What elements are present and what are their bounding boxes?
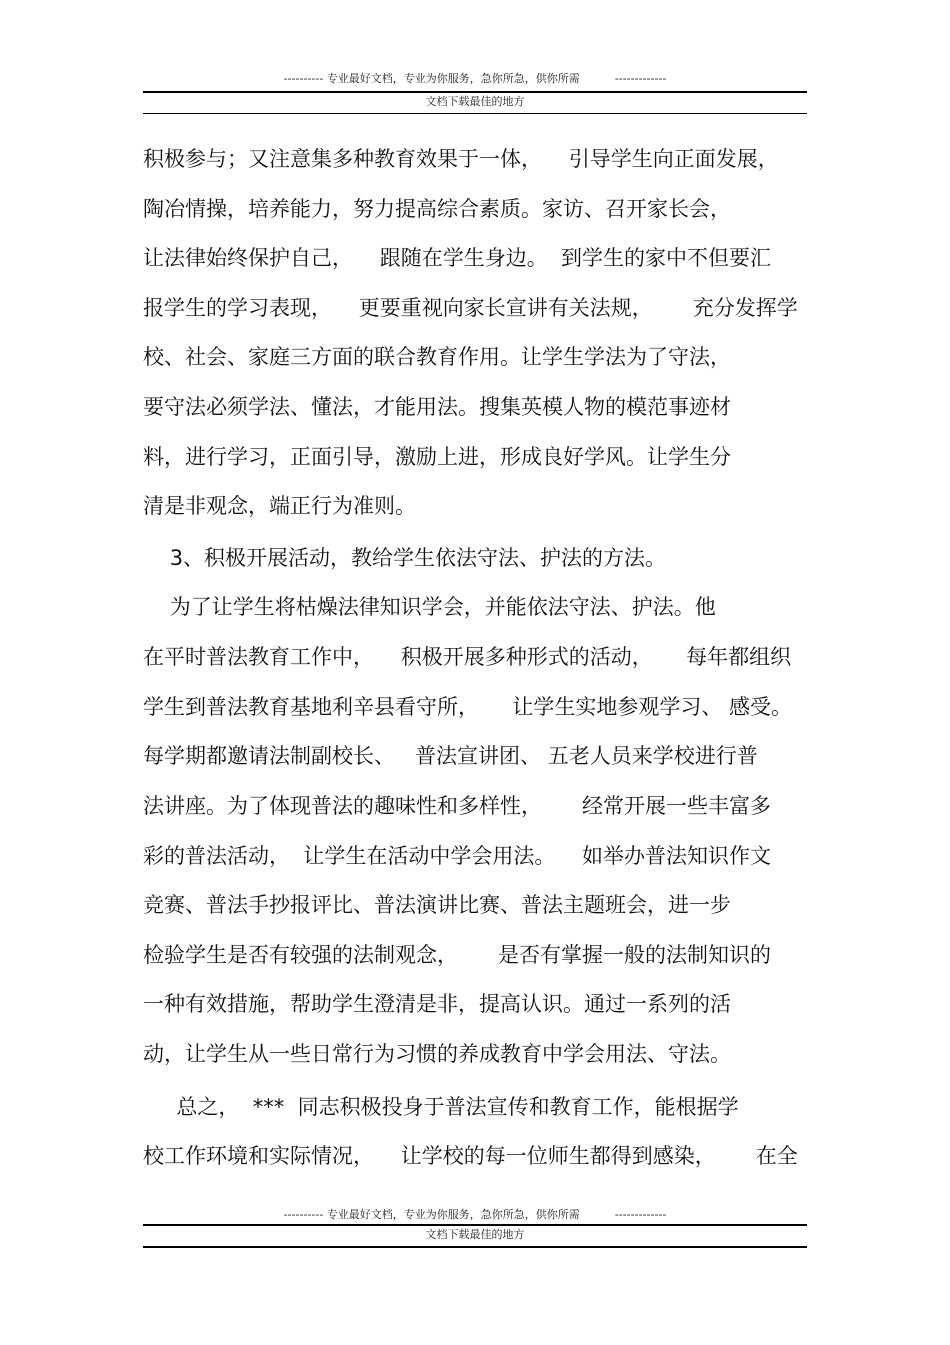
header-rule-top xyxy=(143,91,807,93)
text-line: 校、社会、家庭三方面的联合教育作用。让学生学法为了守法， xyxy=(143,345,731,369)
text-line: 报学生的学习表现， 更要重视向家长宣讲有关法规， 充分发挥学 xyxy=(143,296,798,320)
header-subtitle: 文档下载最佳的地方 xyxy=(425,95,525,108)
text-line: 每学期都邀请法制副校长、 普法宣讲团、 五老人员来学校进行普 xyxy=(143,744,758,768)
text-line: 陶冶情操，培养能力，努力提高综合素质。家访、召开家长会， xyxy=(143,197,731,221)
section-heading: 3、积极开展活动，教给学生依法守法、护法的方法。 xyxy=(143,546,667,570)
footer-banner: ---------- 专业最好文档，专业为你服务，急你所急，供你所需 ------------- xyxy=(283,1208,667,1221)
footer-subtitle: 文档下载最佳的地方 xyxy=(425,1228,525,1241)
text-line: 让法律始终保护自己， 跟随在学生身边。 到学生的家中不但要汇 xyxy=(143,246,772,270)
text-line: 为了让学生将枯燥法律知识学会，并能依法守法、护法。他 xyxy=(143,595,716,619)
text-line: 清是非观念，端正行为准则。 xyxy=(143,494,416,518)
text-line: 法讲座。为了体现普法的趣味性和多样性， 经常开展一些丰富多 xyxy=(143,794,772,818)
footer-rule-bottom xyxy=(143,1246,807,1248)
text-line: 竞赛、普法手抄报评比、普法演讲比赛、普法主题班会，进一步 xyxy=(143,893,731,917)
text-line: 学生到普法教育基地利辛县看守所， 让学生实地参观学习、 感受。 xyxy=(143,695,793,719)
text-line: 在平时普法教育工作中， 积极开展多种形式的活动， 每年都组织 xyxy=(143,645,792,669)
text-line: 彩的普法活动， 让学生在活动中学会用法。 如举办普法知识作文 xyxy=(143,844,772,868)
footer-rule-top xyxy=(143,1224,807,1226)
text-line: 总之， *** 同志积极投身于普法宣传和教育工作，能根据学 xyxy=(143,1095,739,1119)
text-line: 要守法必须学法、懂法，才能用法。搜集英模人物的模范事迹材 xyxy=(143,395,731,419)
text-line: 动，让学生从一些日常行为习惯的养成教育中学会用法、守法。 xyxy=(143,1042,731,1066)
text-line: 料，进行学习，正面引导，激励上进，形成良好学风。让学生分 xyxy=(143,445,731,469)
text-line: 检验学生是否有较强的法制观念， 是否有掌握一般的法制知识的 xyxy=(143,943,772,967)
text-line: 校工作环境和实际情况， 让学校的每一位师生都得到感染， 在全 xyxy=(143,1144,798,1168)
header-banner: ---------- 专业最好文档，专业为你服务，急你所急，供你所需 ------------- xyxy=(283,72,667,85)
text-line: 积极参与；又注意集多种教育效果于一体， 引导学生向正面发展， xyxy=(143,147,779,171)
text-line: 一种有效措施，帮助学生澄清是非，提高认识。通过一系列的活 xyxy=(143,992,731,1016)
header-rule-bottom xyxy=(143,113,807,114)
